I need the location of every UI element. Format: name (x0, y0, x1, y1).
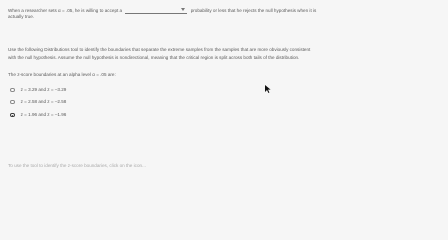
question-text: The z-score boundaries at an alpha level α = .05 are: (8, 72, 116, 77)
radio-button-selected[interactable] (10, 113, 15, 118)
answer-choice-label: z = 2.58 and z = –2.58 (20, 99, 67, 104)
instructions-line-2: with the null hypothesis. Assume the null hypothesis is nondirectional, meaning that the critical region is split across both tails of the distribution. (8, 55, 300, 60)
answer-choice-label: z = 1.96 and z = –1.96 (20, 112, 67, 117)
footer-instruction-text: To use the tool to identify the z-score boundaries, click on the icon... (8, 163, 146, 168)
chevron-down-icon[interactable] (181, 8, 185, 11)
answer-choice-1[interactable] (10, 87, 66, 93)
radio-button[interactable] (10, 100, 15, 105)
intro-line-2: actually true. (8, 14, 35, 19)
radio-button[interactable] (10, 88, 15, 93)
intro-line-1 (8, 7, 316, 14)
answer-choice-3[interactable] (10, 112, 66, 118)
intro-text-part1: When a researcher sets α = .05, he is willing to accept a (8, 8, 123, 13)
instructions-line-1: Use the following Distributions tool to identify the boundaries that separate the extreme samples from the samples that are more obviously consistent (8, 47, 311, 52)
mouse-cursor-icon (265, 85, 271, 93)
intro-text-part2: probability or less that he rejects the null hypothesis when it is (190, 8, 317, 13)
answer-choice-label: z = 3.29 and z = –3.29 (20, 87, 67, 92)
answer-choice-2[interactable] (10, 99, 66, 105)
probability-dropdown[interactable] (125, 7, 187, 14)
